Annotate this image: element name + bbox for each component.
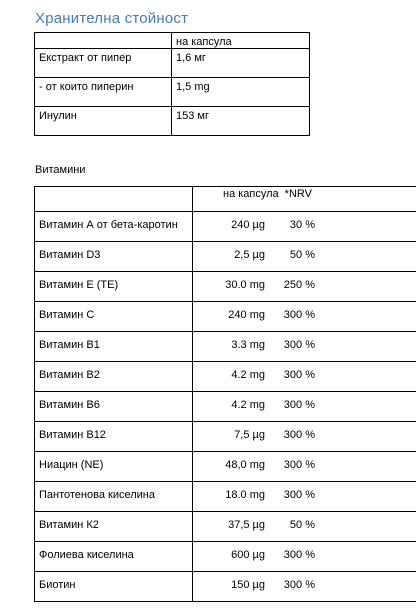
- vitamin-nrv: 300 %: [283, 549, 315, 561]
- header-cell-empty: [35, 187, 193, 212]
- ingredient-name: Екстракт от пипер: [35, 49, 172, 78]
- vitamin-name: Фолиева киселина: [35, 542, 193, 572]
- vitamin-amount: 2,5 µg: [234, 249, 265, 261]
- vitamin-values: [193, 422, 416, 452]
- vitamin-nrv: 300 %: [283, 369, 315, 381]
- vitamin-name: Витамин В1: [35, 332, 193, 362]
- table-row: [35, 242, 416, 272]
- table-row: [35, 572, 416, 602]
- vitamin-amount: 3.3 mg: [231, 339, 265, 351]
- vitamin-amount: 18.0 mg: [225, 489, 265, 501]
- ingredient-name: - от които пиперин: [35, 78, 172, 107]
- table-row: [35, 332, 416, 362]
- vitamin-values: [193, 302, 416, 332]
- vitamin-nrv: 300 %: [283, 459, 315, 471]
- header-nrv: *NRV: [284, 188, 312, 200]
- table-row: [35, 302, 416, 332]
- vitamin-nrv: 300 %: [283, 309, 315, 321]
- vitamin-values: [193, 362, 416, 392]
- vitamin-nrv: 250 %: [283, 279, 315, 291]
- vitamin-name: Витамин К2: [35, 512, 193, 542]
- vitamin-nrv: 300 %: [283, 399, 315, 411]
- vitamin-values: [193, 212, 416, 242]
- table-header-row: [35, 33, 310, 49]
- table-row: [35, 212, 416, 242]
- table-row: [35, 78, 310, 107]
- vitamin-values: [193, 512, 416, 542]
- vitamin-values: [193, 572, 416, 602]
- vitamin-amount: 4.2 mg: [231, 369, 265, 381]
- page-heading: Хранителна стойност: [35, 10, 189, 27]
- ingredient-amount: 1,5 mg: [172, 78, 310, 107]
- table-row: [35, 452, 416, 482]
- vitamin-nrv: 300 %: [283, 579, 315, 591]
- vitamin-amount: 48,0 mg: [225, 459, 265, 471]
- vitamin-name: Витамин В6: [35, 392, 193, 422]
- vitamin-amount: 600 µg: [231, 549, 265, 561]
- vitamin-name: Витамин D3: [35, 242, 193, 272]
- vitamin-amount: 30.0 mg: [225, 279, 265, 291]
- table-row: [35, 542, 416, 572]
- vitamin-name: Пантотенова киселина: [35, 482, 193, 512]
- vitamin-name: Ниацин (NE): [35, 452, 193, 482]
- vitamin-name: Витамин А от бета-каротин: [35, 212, 193, 242]
- vitamin-amount: 240 µg: [231, 219, 265, 231]
- nutrition-table: [34, 32, 310, 136]
- ingredient-amount: 1,6 мг: [172, 49, 310, 78]
- header-cell-values: [193, 187, 416, 212]
- vitamin-values: [193, 392, 416, 422]
- table-row: [35, 512, 416, 542]
- vitamin-amount: 37,5 µg: [228, 519, 265, 531]
- table-header-row: [35, 187, 416, 212]
- vitamin-values: [193, 272, 416, 302]
- table-row: [35, 272, 416, 302]
- vitamin-amount: 7,5 µg: [234, 429, 265, 441]
- vitamin-amount: 150 µg: [231, 579, 265, 591]
- vitamin-name: Витамин В2: [35, 362, 193, 392]
- table-row: [35, 49, 310, 78]
- header-cell-empty: [35, 33, 172, 49]
- vitamin-amount: 4.2 mg: [231, 399, 265, 411]
- table-row: [35, 482, 416, 512]
- table-row: [35, 422, 416, 452]
- vitamin-amount: 240 mg: [228, 309, 265, 321]
- vitamin-nrv: 30 %: [289, 219, 315, 231]
- vitamin-name: Биотин: [35, 572, 193, 602]
- table-row: [35, 362, 416, 392]
- header-cell-per-capsule: на капсула: [172, 33, 310, 49]
- vitamin-name: Витамин В12: [35, 422, 193, 452]
- vitamin-values: [193, 332, 416, 362]
- table-row: [35, 107, 310, 136]
- vitamins-table: [34, 186, 416, 602]
- vitamin-values: [193, 542, 416, 572]
- ingredient-name: Инулин: [35, 107, 172, 136]
- vitamin-nrv: 300 %: [283, 339, 315, 351]
- vitamin-nrv: 300 %: [283, 489, 315, 501]
- vitamin-nrv: 50 %: [289, 519, 315, 531]
- vitamin-nrv: 300 %: [283, 429, 315, 441]
- vitamins-heading: Витамини: [35, 164, 86, 176]
- vitamin-nrv: 50 %: [289, 249, 315, 261]
- vitamin-name: Витамин Е (ТЕ): [35, 272, 193, 302]
- vitamin-values: [193, 482, 416, 512]
- vitamin-values: [193, 452, 416, 482]
- vitamin-name: Витамин С: [35, 302, 193, 332]
- header-per-capsule: на капсула: [223, 188, 279, 200]
- ingredient-amount: 153 мг: [172, 107, 310, 136]
- table-row: [35, 392, 416, 422]
- vitamin-values: [193, 242, 416, 272]
